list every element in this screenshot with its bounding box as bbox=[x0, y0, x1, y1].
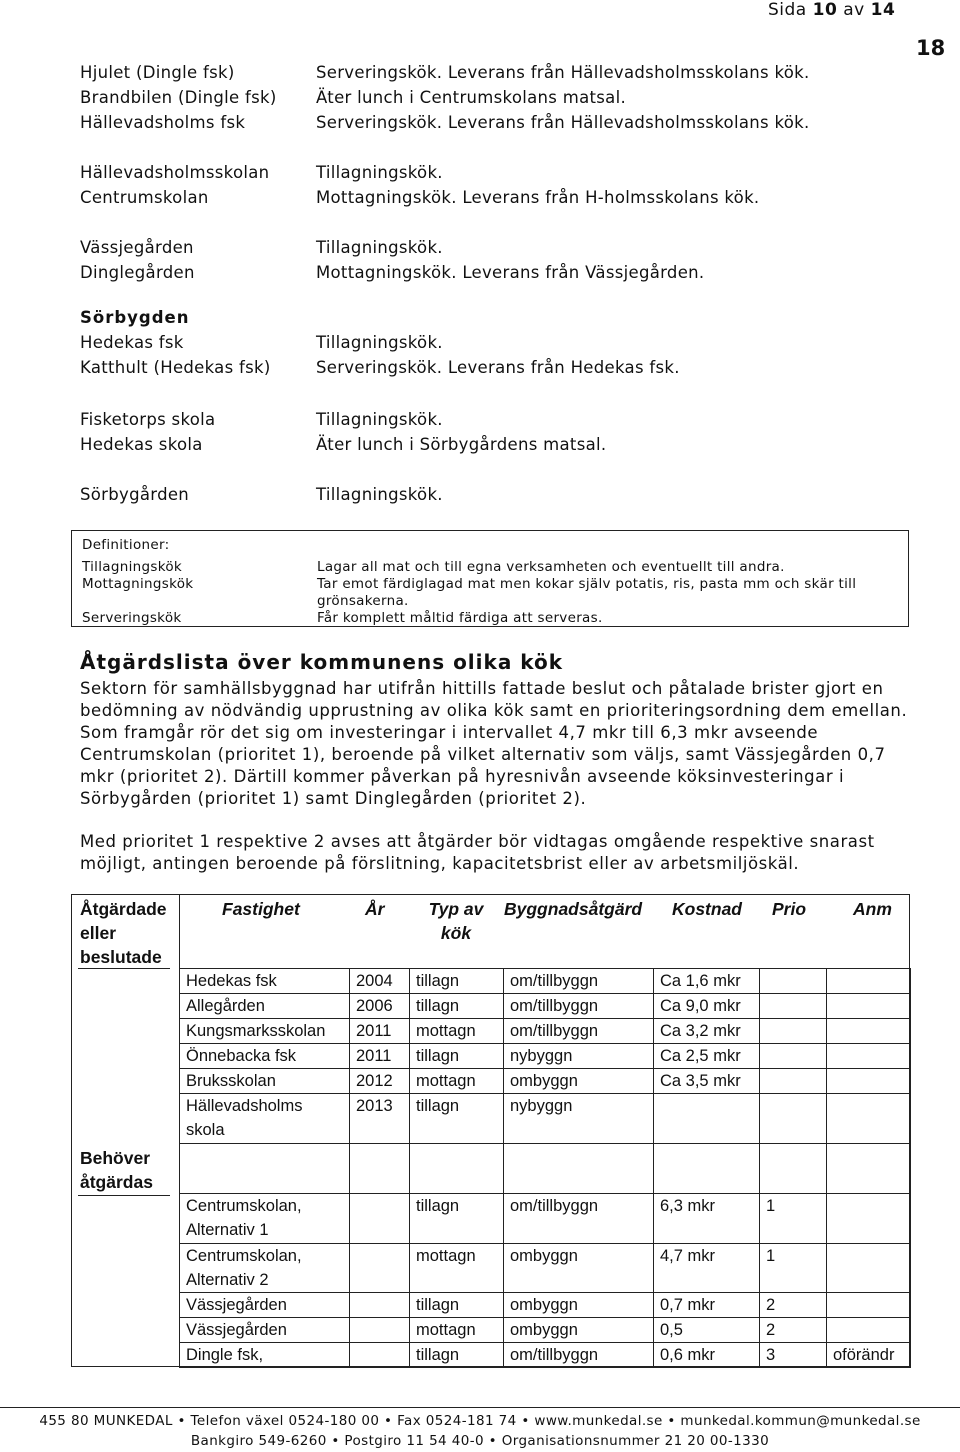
table-body bbox=[180, 969, 911, 1368]
cell-prio: 1 bbox=[760, 1194, 827, 1244]
definition-term: Serveringskök bbox=[82, 610, 182, 626]
cell-kostnad bbox=[654, 1144, 760, 1194]
cell-anm bbox=[827, 1194, 911, 1244]
cell-fastighet: Önnebacka fsk bbox=[180, 1044, 350, 1069]
definition-text: Tar emot färdiglagad mat men kokar själv potatis, ris, pasta mm och skär till grönsakerna. bbox=[317, 576, 857, 609]
kitchen-group bbox=[80, 160, 910, 210]
cell-typ: tillagn bbox=[410, 1293, 504, 1318]
cell-fastighet: Bruksskolan bbox=[180, 1069, 350, 1094]
cell-typ bbox=[410, 1144, 504, 1194]
cell-fastighet: Vässjegården bbox=[180, 1318, 350, 1343]
cell-anm bbox=[827, 1019, 911, 1044]
cell-kostnad: Ca 2,5 mkr bbox=[654, 1044, 760, 1069]
kitchen-row bbox=[80, 407, 910, 432]
table-row bbox=[180, 1044, 911, 1069]
column-header-fastighet: Fastighet bbox=[222, 899, 300, 919]
kitchen-description: Mottagningskök. Leverans från Vässjegården. bbox=[316, 263, 705, 282]
table-row bbox=[180, 994, 911, 1019]
column-header-atgard: Byggnadsåtgärd bbox=[504, 899, 643, 919]
cell-kostnad: 0,7 mkr bbox=[654, 1293, 760, 1318]
definitions-title: Definitioner: bbox=[82, 537, 170, 553]
cell-typ: tillagn bbox=[410, 1343, 504, 1368]
cell-fastighet: Vässjegården bbox=[180, 1293, 350, 1318]
column-header-anm: Anm bbox=[853, 899, 892, 919]
kitchen-group bbox=[80, 305, 910, 380]
cell-atgard: om/tillbyggn bbox=[504, 1343, 654, 1368]
table-row bbox=[180, 1343, 911, 1368]
definition-terms bbox=[82, 559, 312, 627]
cell-ar bbox=[350, 1244, 410, 1293]
page-current: 10 bbox=[812, 0, 838, 20]
cell-fastighet: Hällevadsholms skola bbox=[180, 1094, 350, 1144]
cell-atgard: om/tillbyggn bbox=[504, 1019, 654, 1044]
kitchen-row bbox=[80, 110, 910, 135]
table-row bbox=[180, 1094, 911, 1144]
cell-ar bbox=[350, 1318, 410, 1343]
cell-prio bbox=[760, 1019, 827, 1044]
footer-divider bbox=[0, 1407, 960, 1408]
kitchen-row bbox=[80, 160, 910, 185]
kitchen-group bbox=[80, 482, 910, 507]
body-paragraph: Med prioritet 1 respektive 2 avses att åtgärder bör vidtagas omgående respektive snarast möjligt, antingen beroende på förslitning, kapacitetsbrist eller av arbetsmiljöskäl. bbox=[80, 832, 875, 873]
cell-atgard: om/tillbyggn bbox=[504, 994, 654, 1019]
cell-kostnad: 4,7 mkr bbox=[654, 1244, 760, 1293]
kitchen-row bbox=[80, 482, 910, 507]
kitchen-name: Sörbygården bbox=[80, 485, 190, 504]
kitchen-group bbox=[80, 235, 910, 285]
cell-typ: mottagn bbox=[410, 1244, 504, 1293]
cell-prio bbox=[760, 1044, 827, 1069]
cell-typ: mottagn bbox=[410, 1318, 504, 1343]
cell-anm bbox=[827, 994, 911, 1019]
cell-prio: 2 bbox=[760, 1293, 827, 1318]
cell-fastighet: Dingle fsk, bbox=[180, 1343, 350, 1368]
column-header-ar: År bbox=[365, 899, 385, 919]
column-header-prio: Prio bbox=[772, 899, 807, 919]
kitchen-name: Hjulet (Dingle fsk) bbox=[80, 63, 235, 82]
cell-ar bbox=[350, 1293, 410, 1318]
footer-contact: 455 80 MUNKEDAL • Telefon växel 0524-180 00 • Fax 0524-181 74 • www.munkedal.se • munkedal.kommun@munkedal.se bbox=[39, 1413, 921, 1429]
kitchen-description: Tillagningskök. bbox=[316, 333, 443, 352]
footer-bank: Bankgiro 549-6260 • Postgiro 11 54 40-0 • Organisationsnummer 21 20 00-1330 bbox=[190, 1433, 770, 1449]
cell-kostnad bbox=[654, 1094, 760, 1144]
cell-anm bbox=[827, 969, 911, 994]
kitchen-name: Hällevadsholms fsk bbox=[80, 113, 246, 132]
kitchen-row bbox=[80, 235, 910, 260]
cell-anm bbox=[827, 1293, 911, 1318]
cell-atgard: om/tillbyggn bbox=[504, 969, 654, 994]
action-table-grid bbox=[179, 968, 911, 1368]
table-row bbox=[180, 1194, 911, 1244]
table-row bbox=[180, 1019, 911, 1044]
cell-fastighet: Centrumskolan, Alternativ 2 bbox=[180, 1244, 350, 1293]
kitchen-name: Centrumskolan bbox=[80, 188, 209, 207]
cell-anm: oförändr bbox=[827, 1343, 911, 1368]
cell-typ: mottagn bbox=[410, 1019, 504, 1044]
kitchen-name: Vässjegården bbox=[80, 238, 194, 257]
cell-ar: 2006 bbox=[350, 994, 410, 1019]
cell-typ: mottagn bbox=[410, 1069, 504, 1094]
cell-anm bbox=[827, 1094, 911, 1144]
page-of: av bbox=[843, 0, 865, 20]
table-row bbox=[180, 969, 911, 994]
cell-prio bbox=[760, 969, 827, 994]
cell-ar: 2004 bbox=[350, 969, 410, 994]
kitchen-row bbox=[80, 432, 910, 457]
cell-ar bbox=[350, 1144, 410, 1194]
cell-fastighet: Allegården bbox=[180, 994, 350, 1019]
cell-prio: 1 bbox=[760, 1244, 827, 1293]
cell-ar bbox=[350, 1343, 410, 1368]
definitions-box bbox=[71, 530, 909, 627]
cell-atgard: ombyggn bbox=[504, 1318, 654, 1343]
kitchen-row bbox=[80, 305, 910, 330]
kitchen-row bbox=[80, 330, 910, 355]
document-page-number: 18 bbox=[916, 36, 946, 60]
definition-text: Lagar all mat och till egna verksamheten och eventuellt till andra. bbox=[317, 559, 785, 575]
table-row bbox=[180, 1244, 911, 1293]
cell-kostnad: Ca 9,0 mkr bbox=[654, 994, 760, 1019]
definition-text: Får komplett måltid färdiga att serveras. bbox=[317, 610, 603, 626]
cell-kostnad: 0,5 bbox=[654, 1318, 760, 1343]
kitchen-name: Dinglegården bbox=[80, 263, 195, 282]
cell-typ: tillagn bbox=[410, 1094, 504, 1144]
kitchen-name: Brandbilen (Dingle fsk) bbox=[80, 88, 277, 107]
kitchen-description: Tillagningskök. bbox=[316, 485, 443, 504]
kitchen-description: Tillagningskök. bbox=[316, 238, 443, 257]
definition-term: Tillagningskök bbox=[82, 559, 183, 575]
table-row bbox=[180, 1144, 911, 1194]
kitchen-name: Hedekas fsk bbox=[80, 333, 184, 352]
cell-prio bbox=[760, 1144, 827, 1194]
cell-prio: 3 bbox=[760, 1343, 827, 1368]
cell-fastighet: Hedekas fsk bbox=[180, 969, 350, 994]
table-row bbox=[180, 1293, 911, 1318]
kitchen-description: Äter lunch i Centrumskolans matsal. bbox=[316, 88, 627, 107]
cell-fastighet bbox=[180, 1144, 350, 1194]
kitchen-name: Fisketorps skola bbox=[80, 410, 216, 429]
kitchen-row bbox=[80, 260, 910, 285]
cell-ar: 2013 bbox=[350, 1094, 410, 1144]
cell-anm bbox=[827, 1044, 911, 1069]
definition-term: Mottagningskök bbox=[82, 576, 194, 592]
page-label: Sida bbox=[768, 0, 807, 20]
kitchen-description: Tillagningskök. bbox=[316, 163, 443, 182]
cell-atgard: ombyggn bbox=[504, 1293, 654, 1318]
page-indicator bbox=[768, 0, 895, 20]
category-separator bbox=[78, 1195, 170, 1196]
cell-ar bbox=[350, 1194, 410, 1244]
section-title: Åtgärdslista över kommunens olika kök bbox=[80, 650, 564, 674]
kitchen-row bbox=[80, 60, 910, 85]
kitchen-row bbox=[80, 355, 910, 380]
table-row bbox=[180, 1318, 911, 1343]
cell-ar: 2011 bbox=[350, 1044, 410, 1069]
table-row bbox=[180, 1069, 911, 1094]
cell-kostnad: Ca 3,2 mkr bbox=[654, 1019, 760, 1044]
cell-anm bbox=[827, 1069, 911, 1094]
kitchen-group bbox=[80, 60, 910, 135]
kitchen-description: Serveringskök. Leverans från Hedekas fsk. bbox=[316, 358, 680, 377]
cell-kostnad: 0,6 mkr bbox=[654, 1343, 760, 1368]
cell-typ: tillagn bbox=[410, 1044, 504, 1069]
cell-atgard: ombyggn bbox=[504, 1069, 654, 1094]
kitchen-name: Hedekas skola bbox=[80, 435, 203, 454]
page-total: 14 bbox=[870, 0, 896, 20]
kitchen-row bbox=[80, 185, 910, 210]
cell-anm bbox=[827, 1144, 911, 1194]
category-needed: Behöver åtgärdas bbox=[80, 1148, 153, 1192]
kitchen-group bbox=[80, 407, 910, 457]
category-done: Åtgärdade eller beslutade bbox=[80, 899, 167, 967]
kitchen-name: Hällevadsholmsskolan bbox=[80, 163, 270, 182]
cell-fastighet: Kungsmarksskolan bbox=[180, 1019, 350, 1044]
cell-kostnad: 6,3 mkr bbox=[654, 1194, 760, 1244]
cell-ar: 2012 bbox=[350, 1069, 410, 1094]
kitchen-row bbox=[80, 85, 910, 110]
column-header-typ: Typ av kök bbox=[428, 899, 484, 943]
region-heading: Sörbygden bbox=[80, 308, 190, 327]
cell-fastighet: Centrumskolan, Alternativ 1 bbox=[180, 1194, 350, 1244]
cell-prio: 2 bbox=[760, 1318, 827, 1343]
cell-prio bbox=[760, 994, 827, 1019]
kitchen-name: Katthult (Hedekas fsk) bbox=[80, 358, 271, 377]
cell-kostnad: Ca 1,6 mkr bbox=[654, 969, 760, 994]
column-header-kostnad: Kostnad bbox=[672, 899, 742, 919]
cell-kostnad: Ca 3,5 mkr bbox=[654, 1069, 760, 1094]
definition-descriptions bbox=[317, 559, 897, 627]
body-paragraph: Sektorn för samhällsbyggnad har utifrån hittills fattade beslut och påtalade brister gjort en bedömning av nödvändig upprustning av olika kök samt en prioriteringsordning dem emellan. Som framgår rör det sig om investeringar i intervallet 4,7 mkr till 6,3 mkr avseende Centrumskolan (prioritet 1), beroende på vilket alternativ som väljs, samt Vässjegården 0,7 mkr (prioritet 2). Därtill kommer påverkan på hyresnivån avseende köksinvesteringar i Sörbygården (prioritet 1) samt Dinglegården (prioritet 2). bbox=[80, 679, 908, 808]
kitchen-description: Mottagningskök. Leverans från H-holmsskolans kök. bbox=[316, 188, 760, 207]
cell-atgard: nybyggn bbox=[504, 1044, 654, 1069]
cell-prio bbox=[760, 1069, 827, 1094]
kitchen-description: Äter lunch i Sörbygårdens matsal. bbox=[316, 435, 607, 454]
kitchen-list bbox=[80, 60, 910, 507]
kitchen-description: Serveringskök. Leverans från Hällevadsholmsskolans kök. bbox=[316, 113, 810, 132]
cell-typ: tillagn bbox=[410, 969, 504, 994]
cell-ar: 2011 bbox=[350, 1019, 410, 1044]
cell-atgard: ombyggn bbox=[504, 1244, 654, 1293]
cell-typ: tillagn bbox=[410, 1194, 504, 1244]
cell-typ: tillagn bbox=[410, 994, 504, 1019]
cell-anm bbox=[827, 1244, 911, 1293]
kitchen-description: Tillagningskök. bbox=[316, 410, 443, 429]
kitchen-description: Serveringskök. Leverans från Hällevadsholmsskolans kök. bbox=[316, 63, 810, 82]
cell-atgard bbox=[504, 1144, 654, 1194]
cell-prio bbox=[760, 1094, 827, 1144]
cell-anm bbox=[827, 1318, 911, 1343]
cell-atgard: om/tillbyggn bbox=[504, 1194, 654, 1244]
cell-atgard: nybyggn bbox=[504, 1094, 654, 1144]
